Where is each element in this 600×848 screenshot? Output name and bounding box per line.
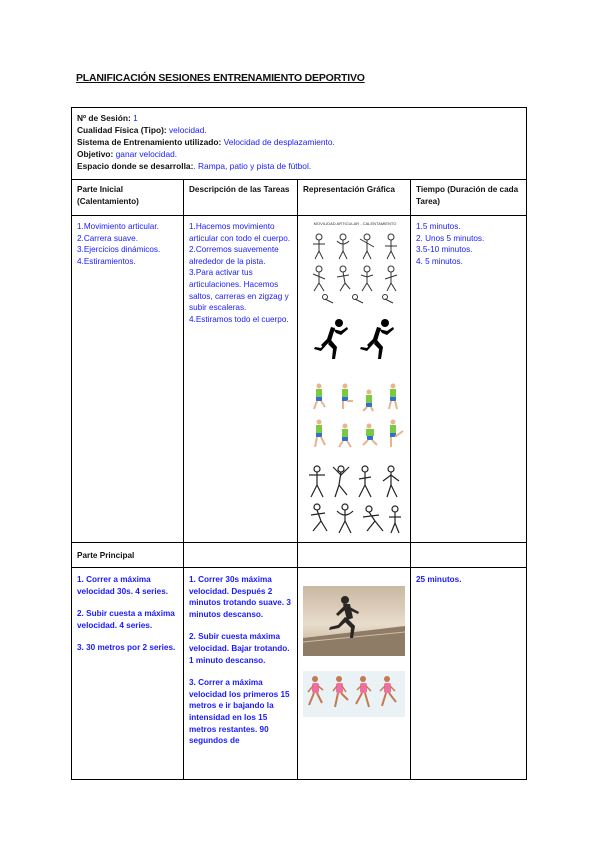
runners-silhouette-illustration	[311, 317, 403, 363]
runner-photo	[303, 586, 405, 656]
list-item: 2.Carrera suave.	[77, 233, 138, 243]
document-title: PLANIFICACIÓN SESIONES ENTRENAMIENTO DEPORTIVO	[76, 72, 365, 84]
header-graphic: Representación Gráfica	[303, 185, 395, 194]
list-item: 2. Subir cuesta máxima velocidad. Bajar trotando. 1 minuto descanso.	[189, 632, 290, 665]
list-item: 3.Ejercicios dinámicos.	[77, 245, 161, 255]
list-item: 4. 5 minutos.	[416, 256, 463, 266]
warmup-parts	[72, 221, 183, 267]
list-item: 1.5 minutos.	[416, 222, 461, 231]
main-part-label: Parte Principal	[77, 551, 135, 560]
svg-text:MOVILIDAD ARTICULAR - CALENTAM: MOVILIDAD ARTICULAR - CALENTAMIENTO	[313, 221, 397, 226]
list-item: 2.Corremos suavemente alrededor de la pista.	[189, 245, 279, 266]
list-item: 3.5-10 minutos.	[416, 245, 473, 255]
planning-table	[71, 179, 527, 780]
training-system: Sistema de Entrenamiento utilizado: Velocidad de desplazamiento.	[77, 137, 335, 147]
header-task-description: Descripción de las Tareas	[189, 185, 290, 194]
header-initial-part: Parte Inicial (Calentamiento)	[77, 185, 139, 206]
sprint-sequence-illustration	[303, 671, 405, 717]
stretching-illustration	[305, 461, 405, 537]
main-time: 25 minutos.	[416, 575, 462, 584]
warmup-times	[411, 221, 526, 267]
dynamic-exercises-illustration	[305, 379, 405, 451]
list-item: 1.Movimiento articular.	[77, 222, 159, 231]
list-item: 1. Correr 30s máxima velocidad. Después 2 minutos trotando suave. 3 minutos descanso.	[189, 575, 291, 619]
session-number: Nº de Sesión: 1	[77, 113, 138, 123]
main-tasks	[184, 574, 297, 758]
list-item: 4.Estiramientos.	[77, 256, 136, 266]
objective: Objetivo: ganar velocidad.	[77, 149, 178, 159]
main-parts	[72, 574, 183, 665]
physical-quality: Cualidad Física (Tipo): velocidad.	[77, 125, 207, 135]
list-item: 1.Hacemos movimiento articular con todo el cuerpo.	[189, 222, 291, 243]
list-item: 4.Estiramos todo el cuerpo.	[189, 314, 289, 324]
joint-mobility-illustration	[305, 219, 405, 307]
list-item: 2. Unos 5 minutos.	[416, 233, 485, 243]
training-space: Espacio donde se desarrolla:. Rampa, patio y pista de fútbol.	[77, 161, 312, 171]
list-item: 2. Subir cuesta a máxima velocidad. 4 series.	[77, 609, 175, 630]
session-info	[71, 107, 527, 180]
list-item: 3. Correr a máxima velocidad los primeros 15 metros e ir bajando la intensidad en los 15 metros restantes. 90 segundos de	[189, 678, 290, 746]
list-item: 1. Correr a máxima velocidad 30s. 4 series.	[77, 575, 169, 596]
warmup-tasks	[184, 221, 297, 325]
header-time: Tiempo (Duración de cada Tarea)	[416, 185, 519, 206]
list-item: 3.Para activar tus articulaciones. Hacemos saltos, carreras en zigzag y subir escaleras.	[189, 268, 289, 313]
list-item: 3. 30 metros por 2 series.	[77, 643, 176, 653]
